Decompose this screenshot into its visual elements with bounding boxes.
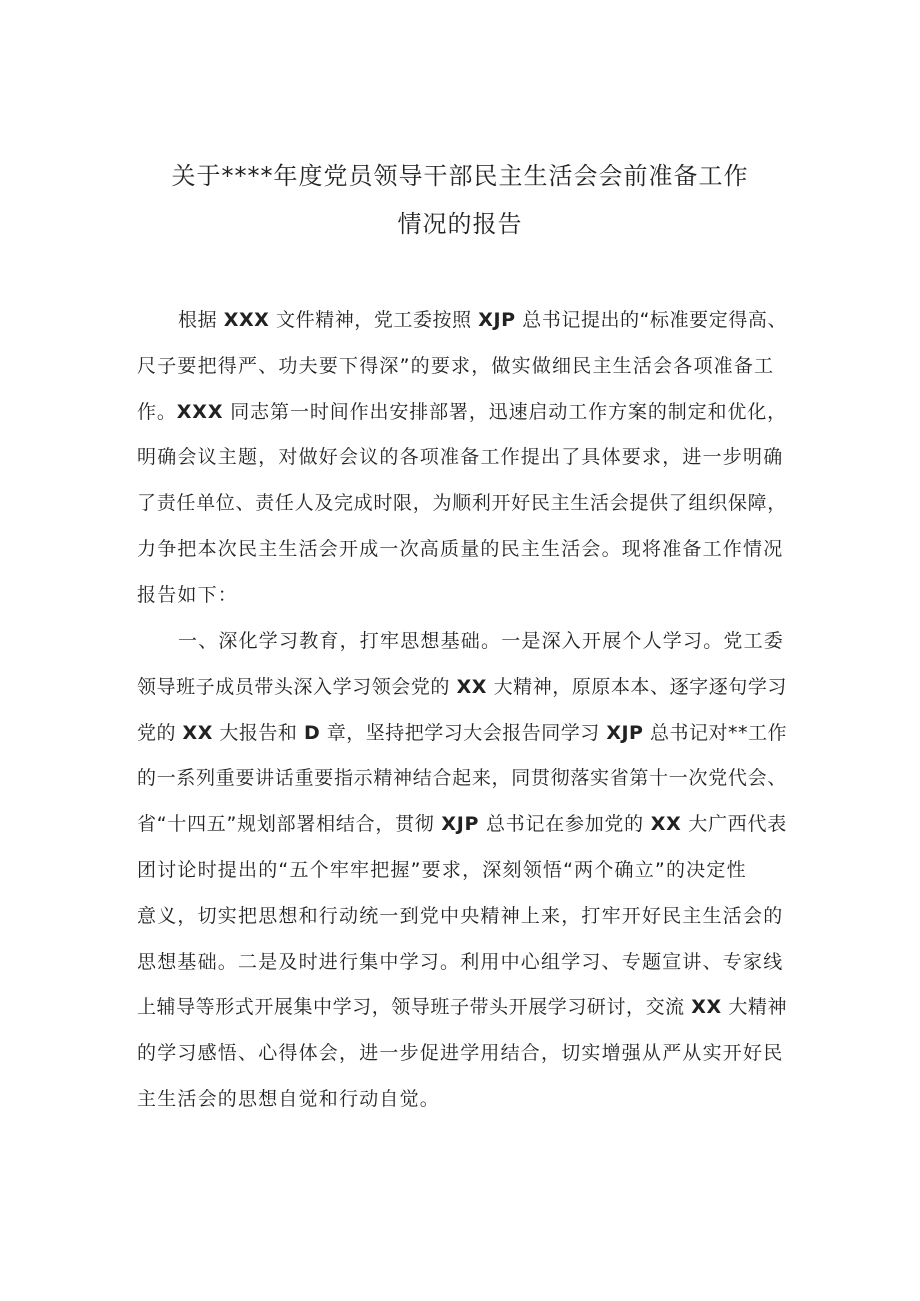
paragraph2-line [137, 672, 787, 699]
text-run: 领导班子成员带头深入学习领会党的 [137, 675, 457, 698]
text-run: 意义，切实把思想和行动统一到党中央精神上来，打牢开好民主生活会的 [137, 904, 784, 927]
paragraph1-line [178, 305, 787, 332]
text-run: 总书记对**工作 [643, 721, 788, 744]
paragraph2-line [137, 809, 787, 836]
text-run: 报告如下： [137, 583, 239, 606]
document-title-line-2: 情况的报告 [397, 210, 523, 238]
paragraph2-line [137, 1038, 783, 1065]
text-run: 总书记在参加党的 [479, 813, 651, 836]
paragraph2-line [137, 855, 747, 882]
paragraph2-line [137, 947, 783, 974]
paragraph2-line [178, 626, 784, 653]
text-run: 了责任单位、责任人及完成时限，为顺利开好民主生活会提供了组织保障， [137, 492, 787, 515]
text-run: 作。 [137, 400, 177, 423]
paragraph1-line [137, 488, 787, 515]
paragraph2-line [137, 992, 787, 1019]
paragraph2-line [137, 1084, 440, 1111]
text-run: 大广西代表 [681, 813, 787, 836]
text-run: 一、深化学习教育，打牢思想基础。一是深入开展个人学习。党工委 [178, 630, 785, 652]
bold-text-run: XJP [441, 813, 480, 836]
text-run: 主生活会的思想自觉和行动自觉。 [137, 1088, 441, 1110]
paragraph2-line [137, 901, 783, 928]
text-run: 团讨论时提出的“五个牢牢把握”要求，深刻领悟“两个确立”的决定性 [137, 859, 747, 881]
text-run: 力争把本次民主生活会开成一次高质量的民主生活会。现将准备工作情况 [137, 538, 784, 560]
bold-text-run: XXX [223, 309, 270, 331]
text-run: 文件精神，党工委按照 [269, 309, 479, 331]
bold-text-run: XJP [478, 309, 516, 331]
bold-text-run: XJP [606, 721, 644, 744]
paragraph2-line [137, 718, 787, 745]
paragraph1-line [137, 442, 783, 469]
document-title-line-1: 关于****年度党员领导干部民主生活会会前准备工作 [171, 162, 749, 190]
bold-text-run: D [303, 721, 321, 744]
text-run: 总书记提出的“标准要定得高、 [515, 309, 788, 331]
text-run: 思想基础。二是及时进行集中学习。利用中心组学习、专题宣讲、专家线 [137, 950, 784, 973]
bold-text-run: XX [456, 675, 487, 698]
text-run: 明确会议主题，对做好会议的各项准备工作提出了具体要求，进一步明确 [137, 446, 784, 469]
paragraph1-line [137, 397, 787, 424]
paragraph1-line [137, 534, 783, 561]
text-run: 章，坚持把学习大会报告同学习 [320, 721, 607, 744]
text-run: 大精神，原原本本、逐字逐句学习 [486, 675, 787, 698]
bold-text-run: XXX [176, 400, 224, 423]
text-run: 的一系列重要讲话重要指示精神结合起来，同贯彻落实省第十一次党代会、 [137, 767, 787, 790]
bold-text-run: XX [691, 996, 722, 1019]
text-run: 省“十四五”规划部署相结合，贯彻 [137, 813, 442, 836]
text-run: 尺子要把得严、功夫要下得深”的要求，做实做细民主生活会各项准备工 [137, 354, 775, 377]
paragraph1-line [137, 351, 774, 378]
text-run: 根据 [178, 309, 224, 331]
bold-text-run: XX [650, 813, 682, 836]
text-run: 上辅导等形式开展集中学习，领导班子带头开展学习研讨，交流 [137, 996, 692, 1019]
text-run: 党的 [137, 721, 183, 744]
text-run: 大报告和 [212, 721, 304, 744]
text-run: 大精神 [721, 996, 787, 1019]
text-run: 同志第一时间作出安排部署，迅速启动工作方案的制定和优化， [223, 400, 788, 423]
paragraph2-line [137, 763, 787, 790]
paragraph1-line [137, 580, 238, 607]
text-run: 的学习感悟、心得体会，进一步促进学用结合，切实增强从严从实开好民 [137, 1042, 784, 1065]
bold-text-run: XX [182, 721, 213, 744]
